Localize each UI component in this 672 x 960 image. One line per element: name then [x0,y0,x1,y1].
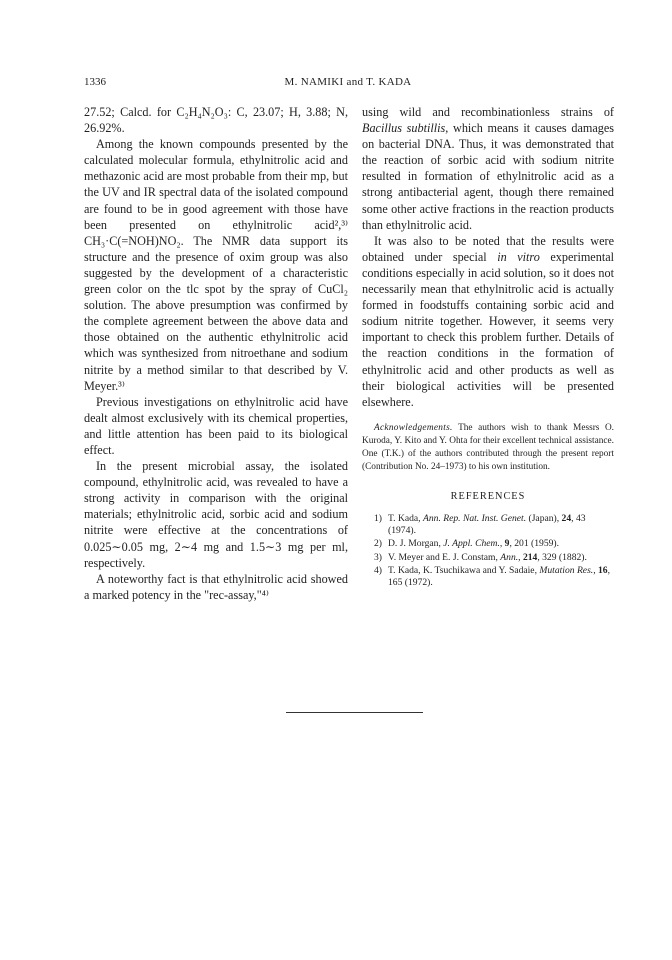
reference-volume: 16 [598,565,608,577]
running-title: M. NAMIKI and T. KADA [284,76,412,88]
references-list [362,513,614,590]
paragraph: In the present microbial assay, the isolated compound, ethylnitrolic acid, was revealed to have a strong activity in comparison with the original materials; ethylnitrolic acid, sorbic acid and sodium nitrite were effective at the concentrations of 0.025∼0.05 mg, 2∼4 mg and 1.5∼3 mg per ml, respectively. [84,459,348,570]
reference-sep: , [593,565,598,577]
reference-text [388,565,614,590]
text-run: , which means it causes damages on bacterial DNA. Thus, it was demonstrated that the reaction of sorbic acid with sodium nitrite resulted in formation of ethylnitrolic acid as a strong antibacterial agent, though there remained some other active fractions in the reaction products than ethylnitrolic acid. [362,121,615,232]
text-run: experimental conditions especially in acid solution, so it does not necessarily mean that ethylnitrolic acid is actually formed in foodstuffs containing sorbic acid and sodium nitrite together. However, it seems very important to check this problem further. Details of the reaction conditions in the formation of ethylnitrolic acid and other products as well as their biological activities will be presented elsewhere. [362,249,614,409]
paragraph: Among the known compounds presented by the calculated molecular formula, ethylnitrolic acid and methazonic acid are most probable from their mp, but the UV and IR spectral data of the isolated compound are found to be in good agreement with those have been presented on ethylnitrolic acid²,³⁾ CH₃·C(=NOH)NO₂. The NMR data support its structure and the presence of oxim group was also suggested by the development of a characteristic green color on the tlc spot by the spray of CuCl₂ solution. The above presumption was confirmed by the complete agreement between the above data and those obtained on the authentic ethylnitrolic acid which was synthesized from nitroethane and sodium nitrite by a method similar to that described by V. Meyer.³⁾ [84,137,348,393]
italic-term: in vitro [497,249,540,264]
reference-volume: 214 [522,551,538,563]
reference-number: 1) [374,512,382,524]
paragraph [362,104,614,233]
reference-item [362,565,614,590]
reference-volume: 24 [561,512,572,524]
acknowledgements-text: The authors wish to thank Messrs O. Kuroda, Y. Kito and Y. Ohta for their excellent technical assistance. One (T.K.) of the authors contributed through the present report (Contribution No. 24–1973) to his own institution. [362,422,614,472]
paragraph: 27.52; Calcd. for C₂H₄N₂O₃: C, 23.07; H, 3.88; N, 26.92%. [84,105,348,136]
reference-item [362,538,614,550]
paragraph [362,233,614,410]
references-heading: REFERENCES [450,490,526,502]
end-rule [286,712,423,713]
paragraph: A noteworthy fact is that ethylnitrolic acid showed a marked potency in the "rec-assay,"⁴⁾ [84,571,348,602]
reference-journal: Mutation Res. [539,565,594,577]
text-run: using wild and recombinationless strains of [362,105,614,119]
reference-journal: Ann. Rep. Nat. Inst. Genet. [422,512,527,524]
reference-authors: D. J. Morgan, [388,538,444,550]
acknowledgements-label: Acknowledgements. [374,422,453,433]
page-number: 1336 [84,76,106,88]
reference-pages: , 201 (1959). [509,538,560,550]
page-header [84,76,612,92]
acknowledgements [362,422,614,474]
reference-item [362,552,614,564]
paragraph: Previous investigations on ethylnitrolic acid have dealt almost exclusively with its chemical properties, and little attention has been paid to its biological effect. [84,394,348,457]
reference-authors: T. Kada, K. Tsuchikawa and Y. Sadaie, [388,565,540,577]
reference-journal: J. Appl. Chem. [443,538,500,550]
reference-item [362,513,614,538]
reference-sep: (Japan), [526,512,562,524]
reference-sep: , [499,538,505,550]
reference-text [388,538,614,550]
reference-authors: T. Kada, [388,512,423,524]
reference-pages: , 165 (1972). [388,565,610,589]
left-column [84,104,348,603]
reference-number: 3) [374,551,382,563]
reference-text [388,513,614,538]
reference-journal: Ann. [500,551,519,563]
text-run: It was also to be noted that the results were obtained under special [362,233,614,264]
reference-sep: , [518,551,523,563]
reference-number: 2) [374,538,382,550]
right-column [362,104,614,591]
species-name: Bacillus subtillis [362,121,446,136]
reference-number: 4) [374,565,382,577]
reference-authors: V. Meyer and E. J. Constam, [388,551,501,563]
reference-volume: 9 [504,538,510,550]
reference-pages: , 43 (1974). [388,512,586,537]
reference-text [388,552,614,564]
reference-pages: , 329 (1882). [537,551,587,563]
